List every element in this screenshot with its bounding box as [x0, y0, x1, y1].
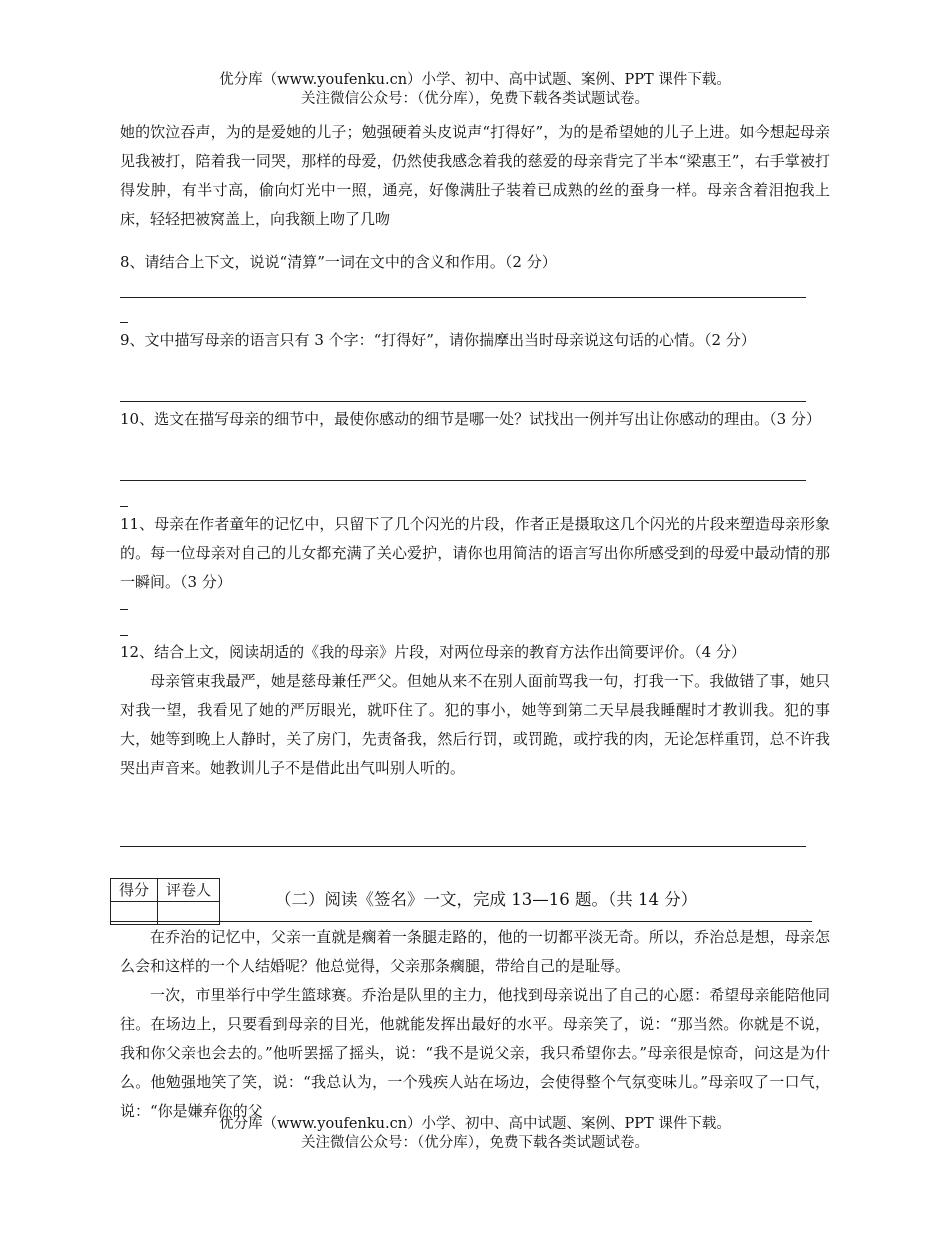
section-2-paragraph-1: 在乔治的记忆中，父亲一直就是瘸着一条腿走路的，他的一切都平淡无奇。所以，乔治总是想，母亲怎么会和这样的一个人结婚呢？他总觉得，父亲那条瘸腿，带给自己的是耻辱。	[120, 928, 830, 975]
answer-dash-q8	[120, 322, 128, 323]
section-2-body	[120, 923, 830, 1126]
answer-dash-q11-a	[120, 609, 128, 610]
answer-dash-q11-b	[120, 635, 128, 636]
score-table	[110, 878, 220, 925]
header-line-2: 关注微信公众号：（优分库），免费下载各类试题试卷。	[301, 91, 649, 107]
answer-line-q8[interactable]	[120, 297, 806, 298]
question-12-text: 12、结合上文，阅读胡适的《我的母亲》片段，对两位母亲的教育方法作出简要评价。（4 分）	[120, 643, 746, 661]
footer-line-2: 关注微信公众号：（优分库），免费下载各类试题试卷。	[301, 1135, 649, 1151]
header-line-1: 优分库（www.youfenku.cn）小学、初中、高中试题、案例、PPT 课件下载。	[219, 72, 731, 88]
question-12-passage: 母亲管束我最严，她是慈母兼任严父。但她从来不在别人面前骂我一句，打我一下。我做错了事，她只对我一望，我看见了她的严厉眼光，就吓住了。犯的事小，她等到第二天早晨我睡醒时才教训我。犯的事大，她等到晚上人静时，关了房门，先责备我，然后行罚，或罚跪，或拧我的肉，无论怎样重罚，总不许我哭出声音来。她教训儿子不是借此出气叫别人听的。	[120, 672, 830, 777]
answer-line-q9[interactable]	[120, 401, 806, 402]
question-10	[120, 405, 830, 434]
answer-line-q12[interactable]	[120, 846, 806, 847]
question-8	[120, 248, 830, 277]
score-table-header-grader: 评卷人	[158, 879, 220, 902]
footer-line-1: 优分库（www.youfenku.cn）小学、初中、高中试题、案例、PPT 课件下载。	[219, 1116, 731, 1132]
question-8-text: 8、请结合上下文，说说“清算”一词在文中的含义和作用。（2 分）	[120, 253, 557, 271]
score-table-header-score: 得分	[111, 879, 158, 902]
question-10-text: 10、选文在描写母亲的细节中，最使你感动的细节是哪一处？试找出一例并写出让你感动的理由。（3 分）	[120, 410, 821, 428]
section-2-divider	[110, 921, 812, 922]
page-footer	[0, 1115, 950, 1153]
section-2-paragraph-2: 一次，市里举行中学生篮球赛。乔治是队里的主力，他找到母亲说出了自己的心愿：希望母亲能陪他同往。在场边上，只要看到母亲的目光，他就能发挥出最好的水平。母亲笑了，说：“那当然。你就是不说，我和你父亲也会去的。”他听罢摇了摇头，说：“我不是说父亲，我只希望你去。”母亲很是惊奇，问这是为什么。他勉强地笑了笑，说：“我总认为，一个残疾人站在场边，会使得整个气氛变味儿。”母亲叹了一口气，说：“你是嫌弃你的父	[120, 986, 830, 1120]
question-11-text: 11、母亲在作者童年的记忆中，只留下了几个闪光的片段，作者正是摄取这几个闪光的片段来塑造母亲形象的。每一位母亲对自己的儿女都充满了关心爱护，请你也用简洁的语言写出你所感受到的母爱中最动情的那一瞬间。（3 分）	[120, 515, 830, 591]
intro-paragraph	[120, 118, 830, 234]
question-11	[120, 510, 830, 597]
question-9-text: 9、文中描写母亲的语言只有 3 个字：“打得好”，请你揣摩出当时母亲说这句话的心情。（2 分）	[120, 331, 756, 349]
answer-dash-q10	[120, 506, 128, 507]
intro-paragraph-text: 她的饮泣吞声，为的是爱她的儿子；勉强硬着头皮说声“打得好”，为的是希望她的儿子上进。如今想起母亲见我被打，陪着我一同哭，那样的母爱，仍然使我感念着我的慈爱的母亲背完了半本“梁惠王”，右手掌被打得发肿，有半寸高，偷向灯光中一照，通亮，好像满肚子装着已成熟的丝的蚕身一样。母亲含着泪抱我上床，轻轻把被窝盖上，向我额上吻了几吻	[120, 123, 830, 228]
question-9	[120, 326, 830, 355]
question-12	[120, 638, 830, 783]
page-header	[0, 71, 950, 109]
answer-line-q10[interactable]	[120, 480, 806, 481]
section-2-title: （二）阅读《签名》一文，完成 13—16 题。（共 14 分）	[275, 890, 698, 909]
